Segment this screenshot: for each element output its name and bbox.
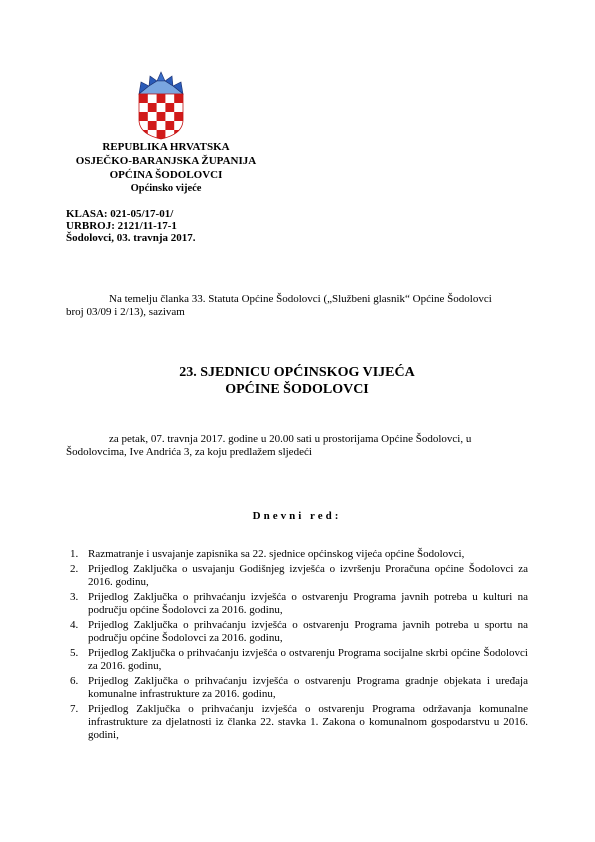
session-line-1: za petak, 07. travnja 2017. godine u 20.00 sati u prostorijama Općine Šodolovci, u [109,433,472,445]
agenda-item-text: Prijedlog Zaključka o prihvaćanju izvješća o ostvarenju Programa socijalne skrbi općine Šodolovci za 2016. godinu, [88,647,528,672]
session-paragraph [66,433,528,459]
agenda-item [66,619,528,645]
council-name: Općinsko vijeće [130,183,202,194]
title-line-1: 23. SJEDNICU OPĆINSKOG VIJEĆA [179,365,415,380]
reference-block [66,208,196,244]
agenda-item-number: 1. [70,548,79,560]
croatian-coat-of-arms-icon [137,68,185,140]
agenda-heading: Dnevni red: [252,510,342,522]
agenda-item [66,591,528,617]
agenda-list [66,548,528,744]
agenda-item-text: Prijedlog Zaključka o prihvaćanju izvješća o ostvarenju Programa gradnje objekata i uređaja komunalne infrastrukture za 2016. godinu, [88,675,528,700]
agenda-item-number: 4. [70,619,79,631]
agenda-item-number: 7. [70,703,79,715]
urbroj-number: URBROJ: 2121/11-17-1 [66,220,177,232]
agenda-item-text: Prijedlog Zaključka o usvajanju Godišnjeg izvješća o izvršenju Proračuna općine Šodolovci za 2016. godinu, [88,563,528,588]
title-line-2: OPĆINE ŠODOLOVCI [225,382,369,397]
agenda-item [66,675,528,701]
session-line-2: Šodolovcima, Ive Andrića 3, za koju predlažem sljedeći [66,446,312,458]
intro-paragraph [66,293,528,319]
intro-line-1: Na temelju članka 33. Statuta Općine Šodolovci („Službeni glasnik“ Općine Šodolovci [109,293,492,305]
agenda-item-text: Prijedlog Zaključka o prihvaćanju izvješća o ostvarenju Programa javnih potreba u kulturi na području općine Šodolovci za 2016. godinu, [88,591,528,616]
place-date: Šodolovci, 03. travnja 2017. [66,232,196,244]
agenda-item-text: Prijedlog Zaključka o prihvaćanju izvješća o ostvarenju Programa održavanja komunalne infrastrukture za djelatnosti iz članka 22. stavka 1. Zakona o komunalnom gospodarstvu u 2016. godini, [88,703,528,741]
agenda-item-number: 6. [70,675,79,687]
agenda-item-number: 2. [70,563,79,575]
intro-line-2: broj 03/09 i 2/13), sazivam [66,306,185,318]
agenda-item [66,647,528,673]
country-name: REPUBLIKA HRVATSKA [102,141,230,153]
agenda-item [66,563,528,589]
letterhead [66,140,266,196]
county-name: OSJEČKO-BARANJSKA ŽUPANIJA [75,155,257,167]
agenda-item [66,548,528,561]
agenda-item [66,703,528,742]
klasa-number: KLASA: 021-05/17-01/ [66,208,174,220]
agenda-item-number: 3. [70,591,79,603]
document-title [66,364,528,398]
agenda-item-text: Prijedlog Zaključka o prihvaćanju izvješća o ostvarenju Programa javnih potreba u sportu na području općine Šodolovci za 2016. godinu, [88,619,528,644]
municipality-name: OPĆINA ŠODOLOVCI [109,169,223,181]
agenda-item-text: Razmatranje i usvajanje zapisnika sa 22. sjednice općinskog vijeća općine Šodolovci, [88,548,465,560]
agenda-item-number: 5. [70,647,79,659]
